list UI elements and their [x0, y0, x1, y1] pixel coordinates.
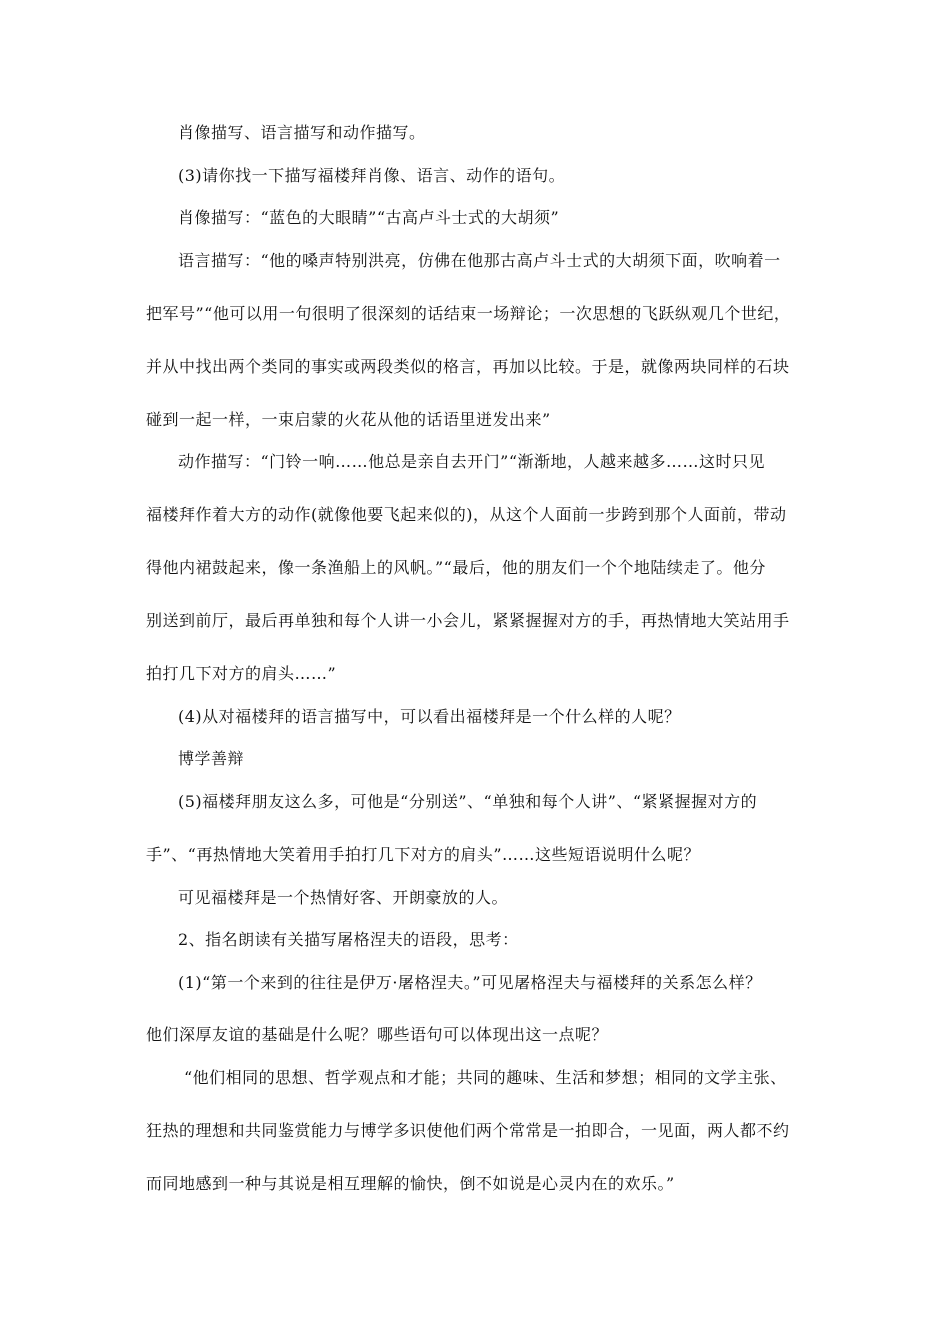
paragraph-line: 得他内裙鼓起来，像一条渔船上的风帆。”“最后，他的朋友们一个个地陆续走了。他分 [146, 558, 766, 577]
paragraph-line: 碰到一起一样，一束启蒙的火花从他的话语里迸发出来” [146, 410, 551, 429]
paragraph-line: 并从中找出两个类同的事实或两段类似的格言，再加以比较。于是，就像两块同样的石块 [146, 357, 790, 376]
paragraph-line: 博学善辩 [178, 749, 245, 768]
paragraph-line: (3)请你找一下描写福楼拜肖像、语言、动作的语句。 [178, 166, 566, 185]
paragraph-line: 别送到前厅，最后再单独和每个人讲一小会儿，紧紧握握对方的手，再热情地大笑站用手 [146, 611, 790, 630]
paragraph-line: 狂热的理想和共同鉴赏能力与博学多识使他们两个常常是一拍即合，一见面，两人都不约 [146, 1121, 790, 1140]
paragraph-line: (4)从对福楼拜的语言描写中，可以看出福楼拜是一个什么样的人呢？ [178, 707, 681, 726]
paragraph-line: 手”、“再热情地大笑着用手拍打几下对方的肩头”……这些短语说明什么呢？ [146, 845, 701, 864]
paragraph-line: 把军号”“他可以用一句很明了很深刻的话结束一场辩论；一次思想的飞跃纵观几个世纪， [146, 304, 791, 323]
paragraph-line: 拍打几下对方的肩头……” [146, 664, 337, 683]
paragraph-line: 而同地感到一种与其说是相互理解的愉快，倒不如说是心灵内在的欢乐。” [146, 1174, 675, 1193]
paragraph-line: “他们相同的思想、哲学观点和才能；共同的趣味、生活和梦想；相同的文学主张、 [184, 1068, 787, 1087]
paragraph-line: 可见福楼拜是一个热情好客、开朗豪放的人。 [178, 888, 509, 907]
paragraph-line: 语言描写：“他的嗓声特别洪亮，仿佛在他那古高卢斗士式的大胡须下面，吹响着一 [178, 251, 781, 270]
paragraph-line: 肖像描写：“蓝色的大眼睛”“古高卢斗士式的大胡须” [178, 208, 560, 227]
paragraph-line: (5)福楼拜朋友这么多，可他是“分别送”、“单独和每个人讲”、“紧紧握握对方的 [178, 792, 758, 811]
paragraph-line: 动作描写：“门铃一响……他总是亲自去开门”“渐渐地，人越来越多……这时只见 [178, 452, 766, 471]
paragraph-line: 肖像描写、语言描写和动作描写。 [178, 123, 426, 142]
paragraph-line: 他们深厚友谊的基础是什么呢？哪些语句可以体现出这一点呢？ [146, 1025, 609, 1044]
paragraph-line: 福楼拜作着大方的动作(就像他要飞起来似的)，从这个人面前一步跨到那个人面前，带动 [146, 505, 787, 524]
paragraph-line: (1)“第一个来到的往往是伊万·屠格涅夫。”可见屠格涅夫与福楼拜的关系怎么样？ [178, 973, 762, 992]
paragraph-line: 2、指名朗读有关描写屠格涅夫的语段，思考： [178, 930, 519, 949]
